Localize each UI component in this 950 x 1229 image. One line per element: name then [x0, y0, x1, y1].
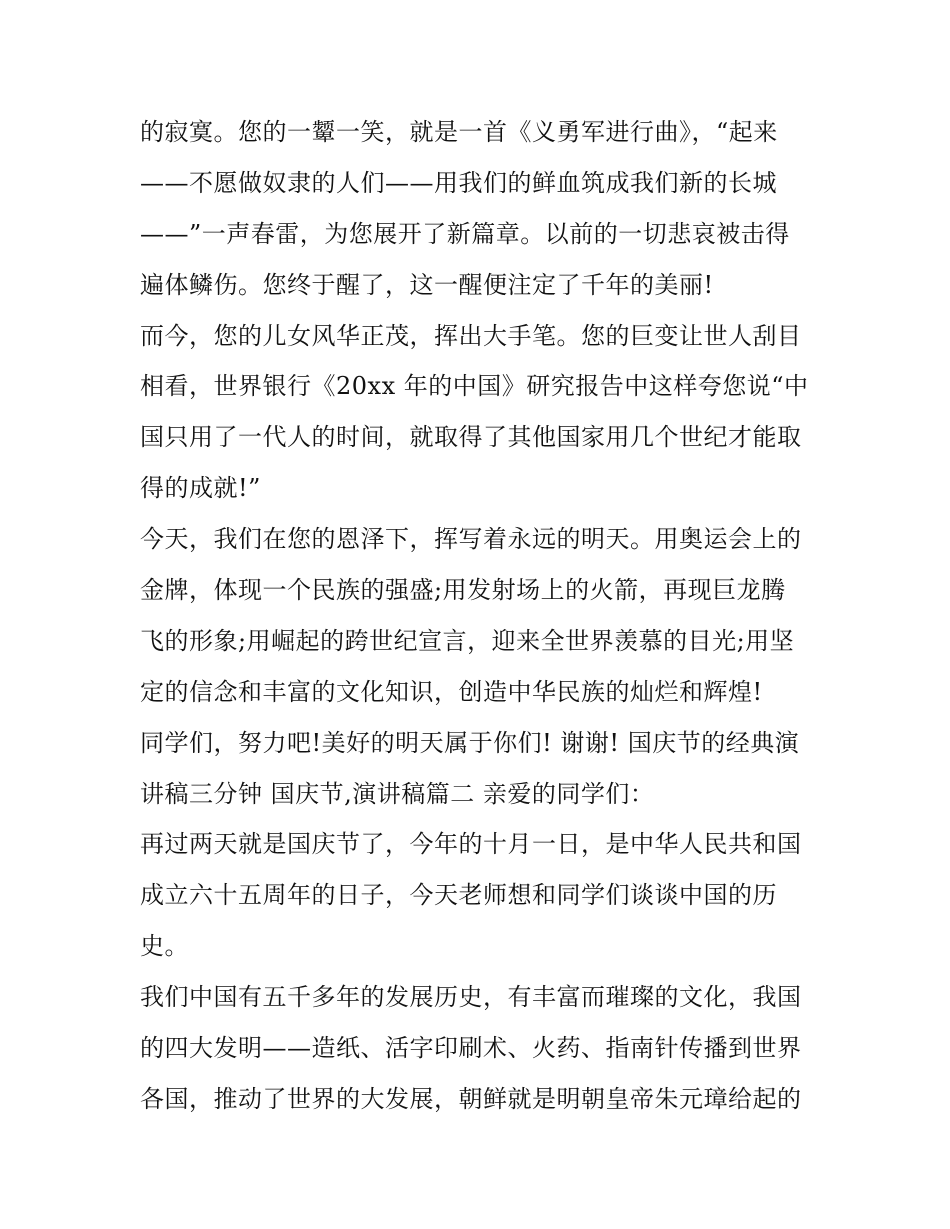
- text-line: 我们中国有五千多年的发展历史，有丰富而璀璨的文化，我国: [140, 983, 802, 1012]
- text-line: 飞的形象;用崛起的跨世纪宣言，迎来全世界羡慕的目光;用坚: [140, 626, 795, 655]
- text-line: 相看，世界银行《20xx 年的中国》研究报告中这样夸您说“中: [140, 372, 809, 401]
- text-line: ——不愿做奴隶的人们——用我们的鲜血筑成我们新的长城: [140, 168, 777, 197]
- text-line: 史。: [140, 932, 189, 961]
- text-line: 得的成就!”: [140, 474, 261, 503]
- text-line: 今天，我们在您的恩泽下，挥写着永远的明天。用奥运会上的: [140, 525, 802, 554]
- text-line: 的四大发明——造纸、活字印刷术、火药、指南针传播到世界: [140, 1034, 802, 1063]
- text-line: 讲稿三分钟 国庆节,演讲稿篇二 亲爱的同学们：: [140, 779, 655, 808]
- text-line: 成立六十五周年的日子，今天老师想和同学们谈谈中国的历: [140, 881, 777, 910]
- text-line: ——”一声春雷，为您展开了新篇章。以前的一切悲哀被击得: [140, 219, 790, 248]
- text-line: 金牌，体现一个民族的强盛;用发射场上的火箭，再现巨龙腾: [140, 576, 786, 605]
- text-line: 再过两天就是国庆节了，今年的十月一日，是中华人民共和国: [140, 830, 802, 859]
- text-line: 遍体鳞伤。您终于醒了，这一醒便注定了千年的美丽!: [140, 270, 714, 299]
- text-line: 的寂寞。您的一颦一笑，就是一首《义勇军进行曲》，“起来: [140, 118, 778, 146]
- text-line: 定的信念和丰富的文化知识，创造中华民族的灿烂和辉煌!: [140, 677, 763, 706]
- text-line: 而今，您的儿女风华正茂，挥出大手笔。您的巨变让世人刮目: [140, 321, 802, 350]
- text-line: 国只用了一代人的时间，就取得了其他国家用几个世纪才能取: [140, 423, 802, 452]
- text-line: 同学们，努力吧!美好的明天属于你们! 谢谢! 国庆节的经典演: [140, 728, 800, 757]
- text-line: 各国，推动了世界的大发展，朝鲜就是明朝皇帝朱元璋给起的: [140, 1084, 802, 1113]
- document-body: [140, 107, 820, 1125]
